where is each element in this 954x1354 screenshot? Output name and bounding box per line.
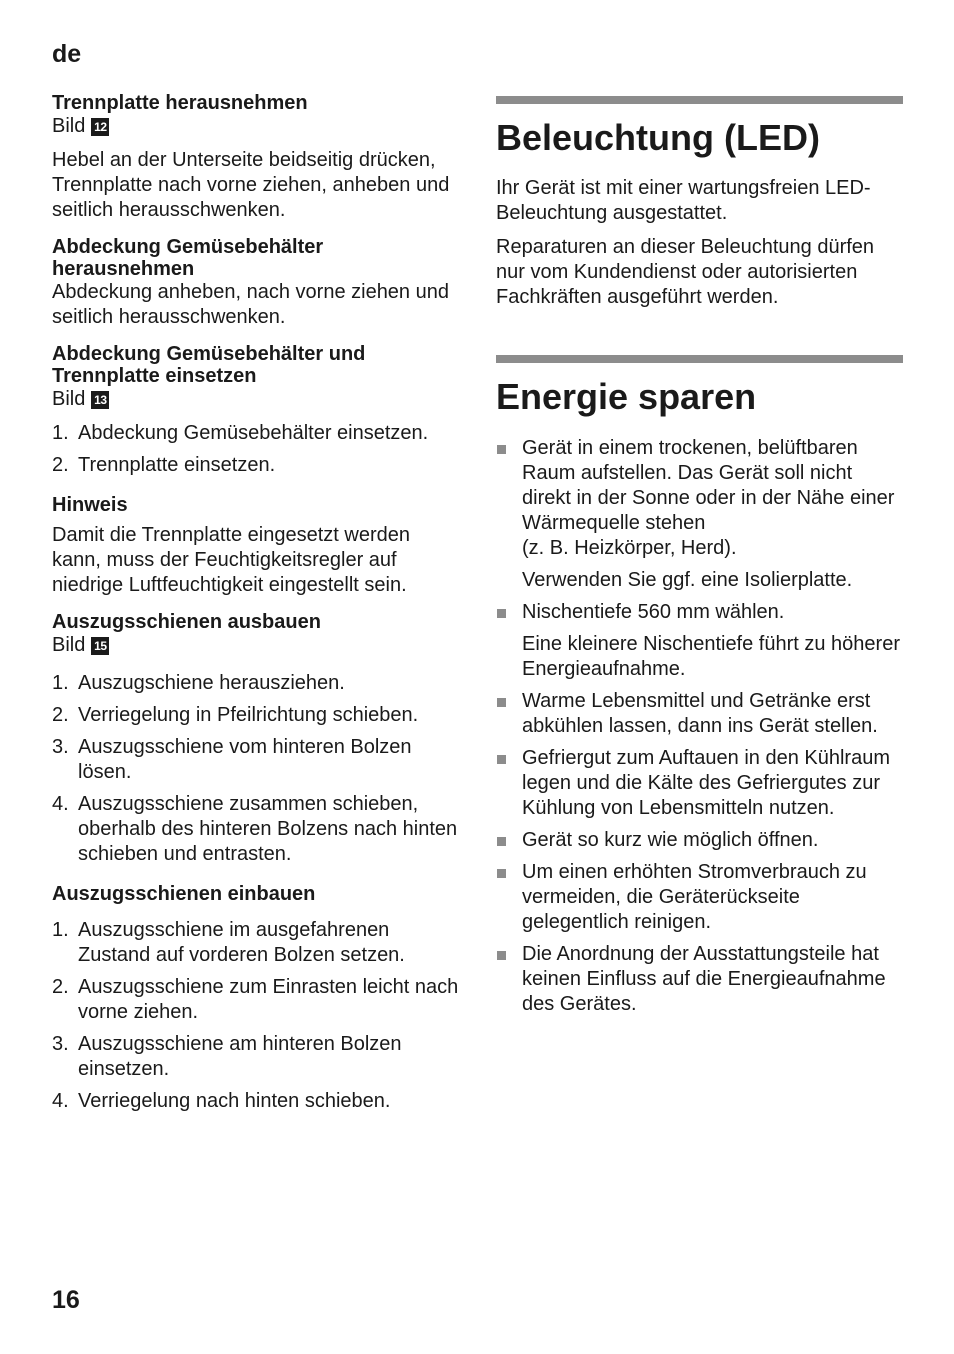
heading-abdeckung-herausnehmen	[52, 236, 464, 280]
heading-line: herausnehmen	[52, 258, 195, 280]
numbered-list	[52, 918, 464, 1114]
numbered-list	[52, 671, 464, 867]
bullet-text: Um einen erhöhten Stromverbrauch zu vermeiden, die Geräterückseite gelegentlich reinigen.	[522, 861, 867, 933]
paragraph: Hebel an der Unterseite beidseitig drücken, Trennplatte nach vorne ziehen, anheben und seitlich herausschwenken.	[52, 149, 450, 221]
language-label: de	[52, 40, 82, 68]
list-item	[52, 792, 464, 867]
heading-line: Trennplatte einsetzen	[52, 365, 257, 387]
bullet-text: Gerät so kurz wie möglich öffnen.	[522, 829, 819, 851]
paragraph: Reparaturen an dieser Beleuchtung dürfen nur vom Kundendienst oder autorisierten Fachkräften ausgeführt werden.	[496, 236, 875, 308]
list-item	[496, 600, 906, 682]
section-title-beleuchtung: Beleuchtung (LED)	[496, 117, 820, 158]
figure-reference	[52, 387, 109, 412]
step-number: 3.	[52, 1033, 69, 1055]
step-text: Auszugsschiene im ausgefahrenen Zustand auf vorderen Bolzen setzen.	[78, 919, 405, 966]
bullet-text: Die Anordnung der Ausstattungsteile hat keinen Einfluss auf die Energieaufnahme des Gerätes.	[522, 943, 886, 1015]
bullet-text: (z. B. Heizkörper, Herd).	[522, 537, 737, 559]
heading-auszugsschienen-ausbauen: Auszugsschienen ausbauen	[52, 611, 321, 633]
figure-number-badge: 13	[91, 391, 109, 409]
step-text: Auszugsschiene zum Einrasten leicht nach vorne ziehen.	[78, 976, 459, 1023]
list-item	[52, 975, 464, 1025]
heading-line: Abdeckung Gemüsebehälter	[52, 236, 324, 258]
step-text: Auszugsschiene vom hinteren Bolzen lösen.	[78, 736, 412, 783]
bullet-text: Gerät in einem trockenen, belüftbaren Raum aufstellen. Das Gerät soll nicht direkt in der Sonne oder in der Nähe einer Wärmequelle stehen	[522, 437, 895, 534]
bullet-square-icon	[497, 609, 506, 618]
step-text: Verriegelung nach hinten schieben.	[78, 1090, 391, 1112]
step-text: Trennplatte einsetzen.	[78, 454, 276, 476]
heading-hinweis: Hinweis	[52, 494, 128, 516]
list-item	[52, 703, 464, 728]
left-column	[52, 92, 464, 1114]
heading-auszugsschienen-einbauen: Auszugsschienen einbauen	[52, 883, 316, 905]
paragraph: Damit die Trennplatte eingesetzt werden kann, muss der Feuchtigkeitsregler auf niedrige Luftfeuchtigkeit eingestellt sein.	[52, 524, 410, 596]
list-item	[496, 689, 906, 739]
bullet-square-icon	[497, 755, 506, 764]
step-text: Auszugsschiene am hinteren Bolzen einsetzen.	[78, 1033, 402, 1080]
figure-reference	[52, 633, 109, 658]
figure-reference	[52, 114, 109, 139]
figure-label: Bild	[52, 634, 86, 656]
bullet-note: Eine kleinere Nischentiefe führt zu höherer Energieaufnahme.	[522, 633, 900, 680]
bullet-square-icon	[497, 869, 506, 878]
bullet-square-icon	[497, 445, 506, 454]
bullet-text: Nischentiefe 560 mm wählen.	[522, 601, 785, 623]
step-text: Verriegelung in Pfeilrichtung schieben.	[78, 704, 419, 726]
list-item	[52, 735, 464, 785]
list-item	[496, 860, 906, 935]
list-item	[496, 828, 906, 853]
list-item	[52, 421, 464, 446]
step-number: 2.	[52, 976, 69, 998]
list-item	[52, 1089, 464, 1114]
right-column	[496, 96, 906, 1017]
figure-label: Bild	[52, 388, 86, 410]
paragraph: Ihr Gerät ist mit einer wartungsfreien LED-Beleuchtung ausgestattet.	[496, 177, 871, 224]
numbered-list	[52, 421, 464, 478]
step-number: 2.	[52, 454, 69, 476]
step-number: 1.	[52, 422, 69, 444]
list-item	[52, 1032, 464, 1082]
bullet-text: Gefriergut zum Auftauen in den Kühlraum legen und die Kälte des Gefriergutes zur Kühlung von Lebensmitteln nutzen.	[522, 747, 890, 819]
step-number: 4.	[52, 1090, 69, 1112]
list-item	[52, 453, 464, 478]
bullet-text: Warme Lebensmittel und Getränke erst abkühlen lassen, dann ins Gerät stellen.	[522, 690, 878, 737]
bullet-square-icon	[497, 837, 506, 846]
step-number: 2.	[52, 704, 69, 726]
figure-number-badge: 15	[91, 637, 109, 655]
bullet-note: Verwenden Sie ggf. eine Isolierplatte.	[522, 569, 853, 591]
paragraph: Abdeckung anheben, nach vorne ziehen und seitlich herausschwenken.	[52, 281, 449, 328]
section-title-energie-sparen: Energie sparen	[496, 376, 757, 417]
heading-abdeckung-einsetzen	[52, 343, 464, 387]
list-item	[52, 671, 464, 696]
list-item	[52, 918, 464, 968]
bullet-square-icon	[497, 951, 506, 960]
list-item	[496, 746, 906, 821]
heading-line: Abdeckung Gemüsebehälter und	[52, 343, 366, 365]
section-divider	[496, 355, 903, 363]
figure-label: Bild	[52, 115, 86, 137]
list-item	[496, 942, 906, 1017]
step-text: Auszugsschiene zusammen schieben, oberhalb des hinteren Bolzens nach hinten schieben und entrasten.	[78, 793, 458, 865]
step-text: Auszugschiene herausziehen.	[78, 672, 345, 694]
section-divider	[496, 96, 903, 104]
step-number: 1.	[52, 672, 69, 694]
step-number: 3.	[52, 736, 69, 758]
bullet-square-icon	[497, 698, 506, 707]
page-number: 16	[52, 1286, 80, 1314]
step-number: 4.	[52, 793, 69, 815]
list-item	[496, 436, 906, 593]
step-number: 1.	[52, 919, 69, 941]
heading-trennplatte-herausnehmen: Trennplatte herausnehmen	[52, 92, 308, 114]
step-text: Abdeckung Gemüsebehälter einsetzen.	[78, 422, 429, 444]
bullet-list	[496, 436, 906, 1017]
figure-number-badge: 12	[91, 118, 109, 136]
